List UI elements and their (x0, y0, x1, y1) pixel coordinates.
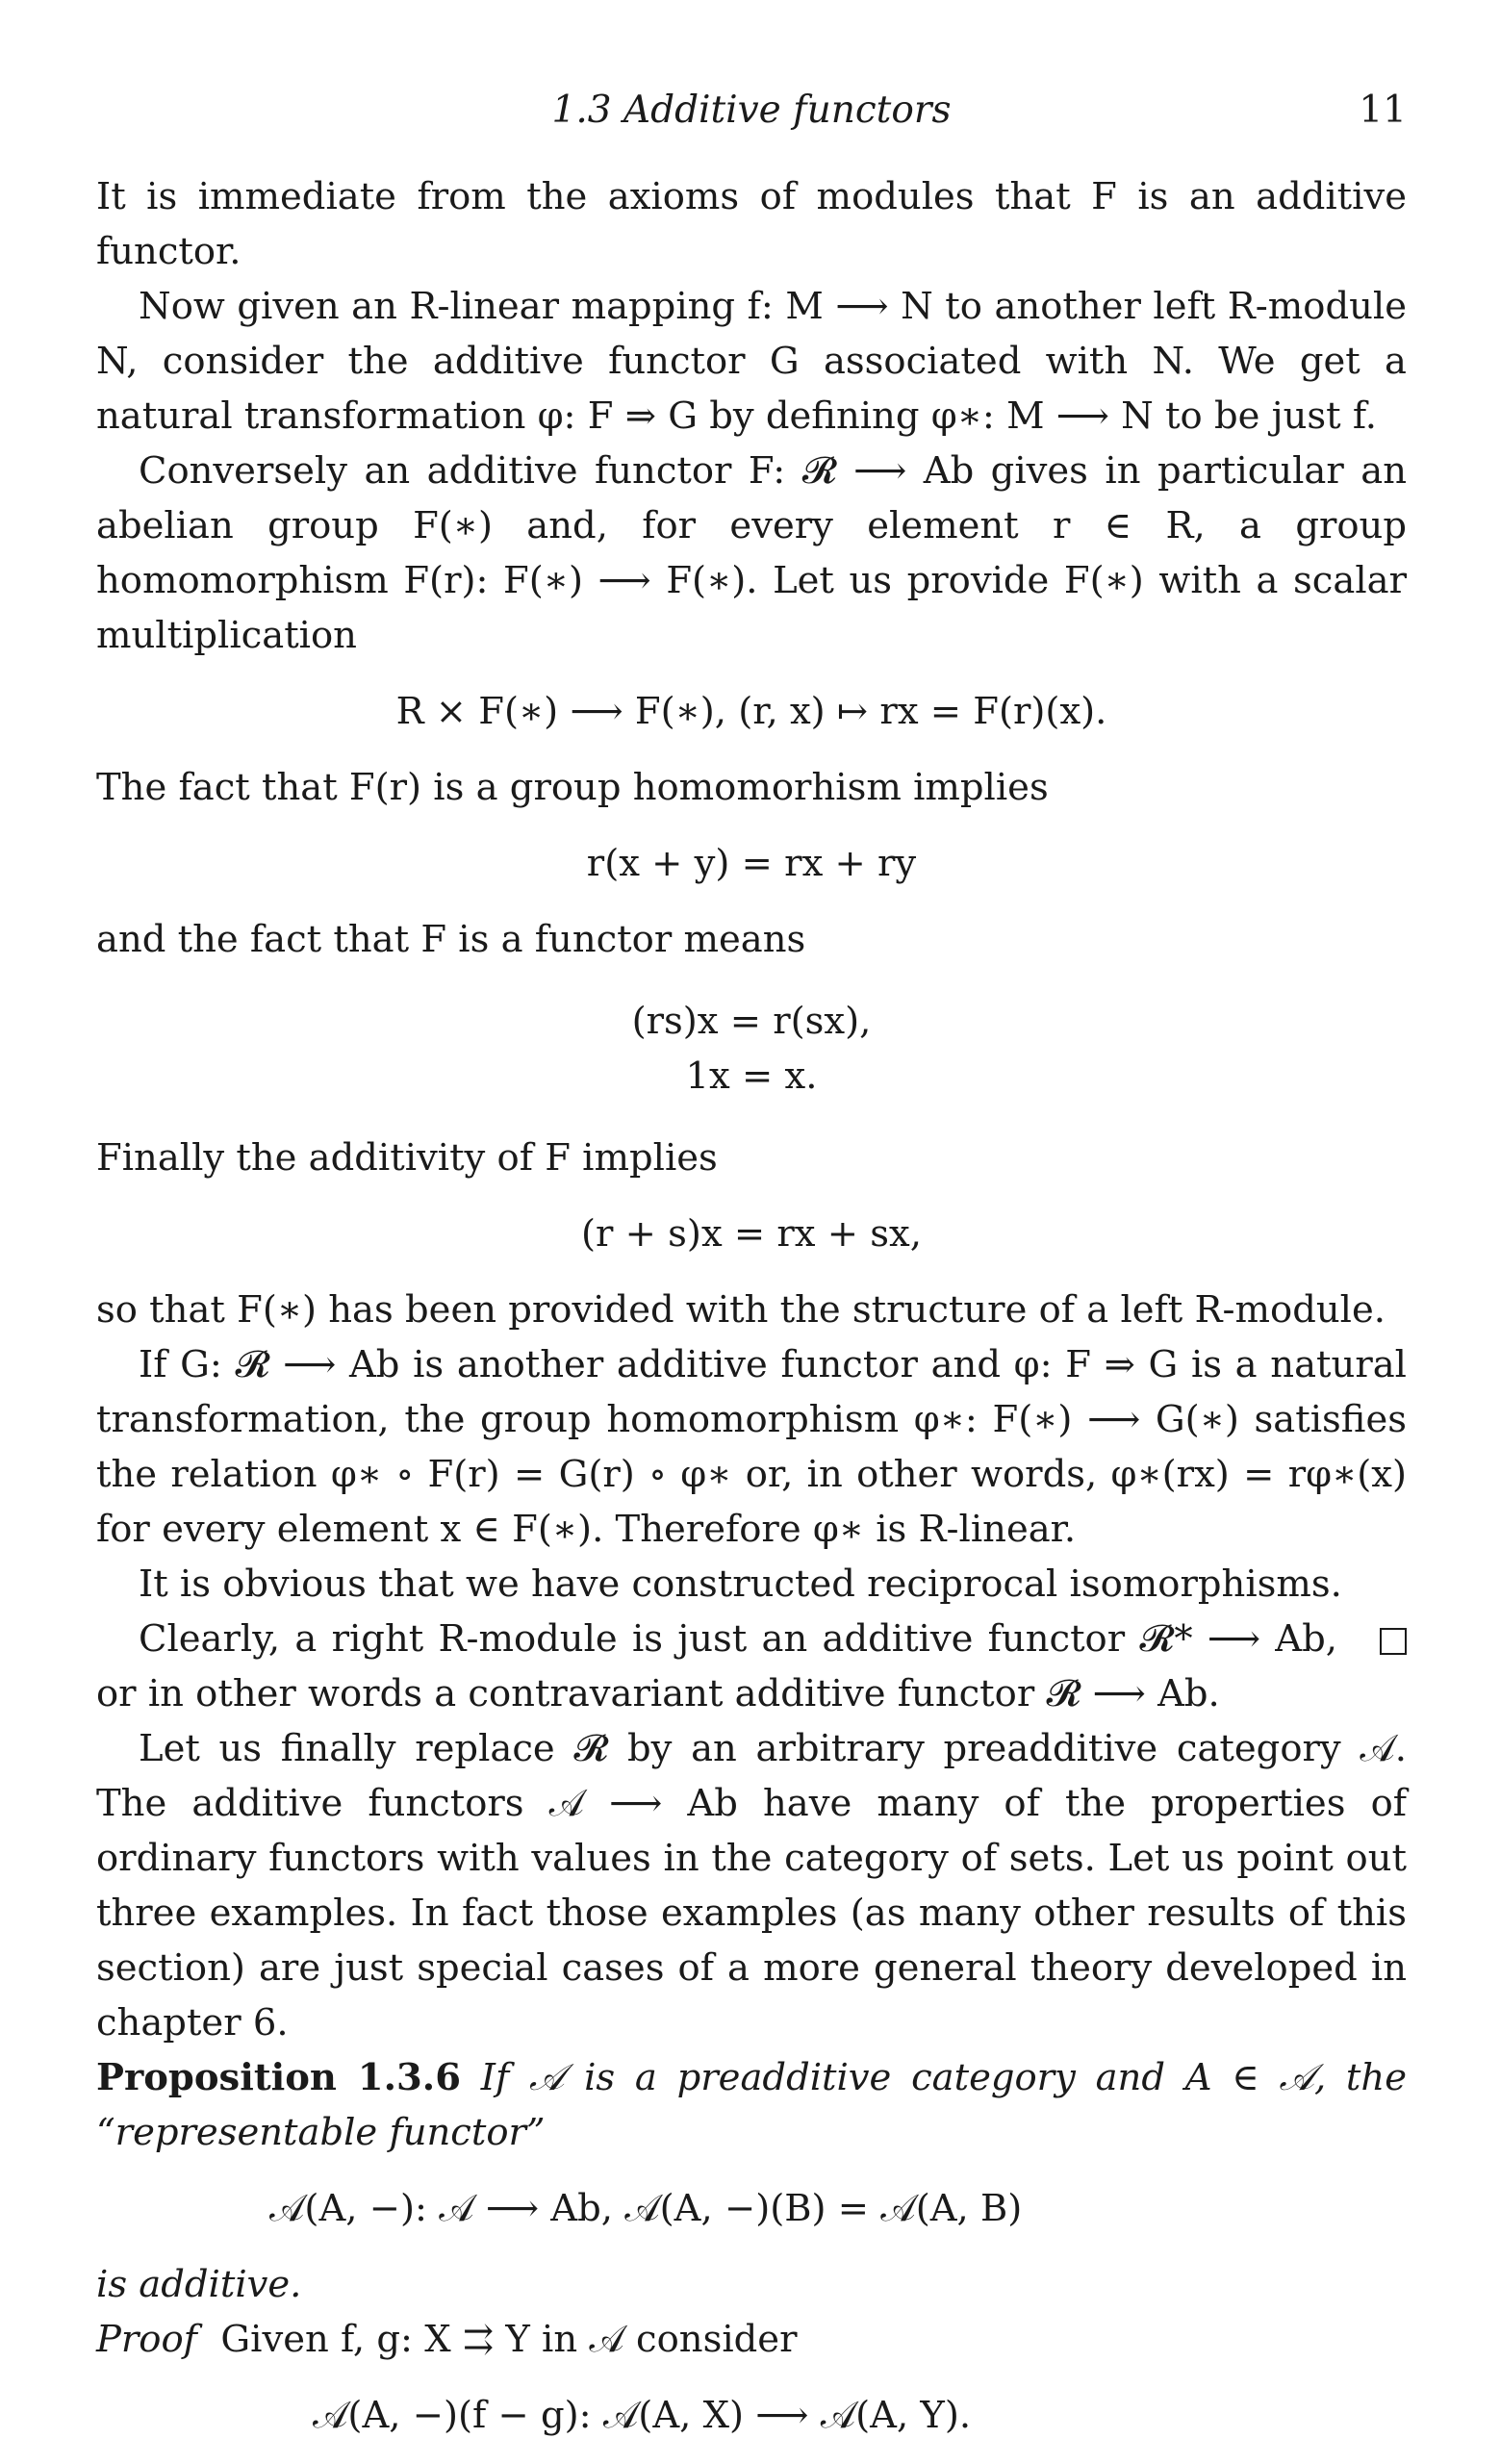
paragraph-functor: and the fact that F is a functor means (96, 918, 806, 961)
proposition-closing: is additive. (96, 2263, 302, 2306)
paragraph-additivity: Finally the additivity of F implies (96, 1136, 718, 1180)
page-header (96, 89, 1407, 135)
proof (96, 2312, 1407, 2367)
proposition-label: Proposition 1.3.6 (96, 2056, 461, 2099)
paragraph-linear-mapping: Now given an R-linear mapping f: M ⟶ N to another left R-module N, consider the additive functor G associated with N. We get a natural transformation φ: F ⇒ G by defining φ∗: M ⟶ N to be just f. (96, 285, 1407, 438)
paragraph-structure: so that F(∗) has been provided with the structure of a left R-module. (96, 1288, 1386, 1332)
body-text (96, 169, 1407, 2464)
proposition (96, 2050, 1407, 2160)
qed-box-icon (1380, 1628, 1407, 1655)
equation-additivity: (r + s)x = rx + sx, (581, 1212, 922, 1256)
running-title: 1.3 Additive functors (551, 89, 952, 132)
qed-symbol (1337, 1612, 1407, 1666)
paragraph-obvious (96, 1557, 1407, 1612)
paragraph-right-module: Clearly, a right R-module is just an additive functor 𝓡* ⟶ Ab, or in other words a contravariant additive functor 𝓡 ⟶ Ab. (96, 1617, 1337, 1715)
paragraph-axioms: It is immediate from the axioms of modules that F is an additive functor. (96, 175, 1407, 273)
equation-associativity: (rs)x = r(sx), (631, 1000, 872, 1043)
equation-proof: 𝒜(A, −)(f − g): 𝒜(A, X) ⟶ 𝒜(A, Y). (313, 2394, 972, 2437)
paragraph-homomorphism: The fact that F(r) is a group homomorhism implies (96, 766, 1049, 809)
page-number: 11 (1359, 89, 1407, 132)
paragraph-conversely: Conversely an additive functor F: 𝓡 ⟶ Ab gives in particular an abelian group F(∗) and, for every element r ∈ R, a group homomorphism F(r): F(∗) ⟶ F(∗). Let us provide F(∗) with a scalar multiplication (96, 449, 1407, 657)
paragraph-natural-transformation: If G: 𝓡 ⟶ Ab is another additive functor and φ: F ⇒ G is a natural transformation, the group homomorphism φ∗: F(∗) ⟶ G(∗) satisfies the relation φ∗ ∘ F(r) = G(r) ∘ φ∗ or, in other words, φ∗(rx) = rφ∗(x) for every element x ∈ F(∗). Therefore φ∗ is R-linear. (96, 1343, 1407, 1551)
paragraph-preadditive: Let us finally replace 𝓡 by an arbitrary preadditive category 𝒜. The additive functors 𝒜 ⟶ Ab have many of the properties of ordinary functors with values in the category of sets. Let us point out three examples. In fact those examples (as many other results of this section) are just special cases of a more general theory developed in chapter 6. (96, 1727, 1407, 2045)
proposition-statement: If 𝒜 is a preadditive category and A ∈ 𝒜, the “representable functor” (96, 2056, 1407, 2154)
equation-distributivity: r(x + y) = rx + ry (586, 842, 917, 885)
obvious-text: It is obvious that we have constructed reciprocal isomorphisms. (139, 1562, 1342, 1606)
proof-text: Given f, g: X ⇉ Y in 𝒜 consider (220, 2318, 798, 2361)
equation-unit: 1x = x. (685, 1054, 818, 1098)
equation-scalar-multiplication: R × F(∗) ⟶ F(∗), (r, x) ↦ rx = F(r)(x). (395, 690, 1107, 733)
equation-representable-functor: 𝒜(A, −): 𝒜 ⟶ Ab, 𝒜(A, −)(B) = 𝒜(A, B) (269, 2187, 1023, 2230)
proof-label: Proof (96, 2318, 197, 2361)
